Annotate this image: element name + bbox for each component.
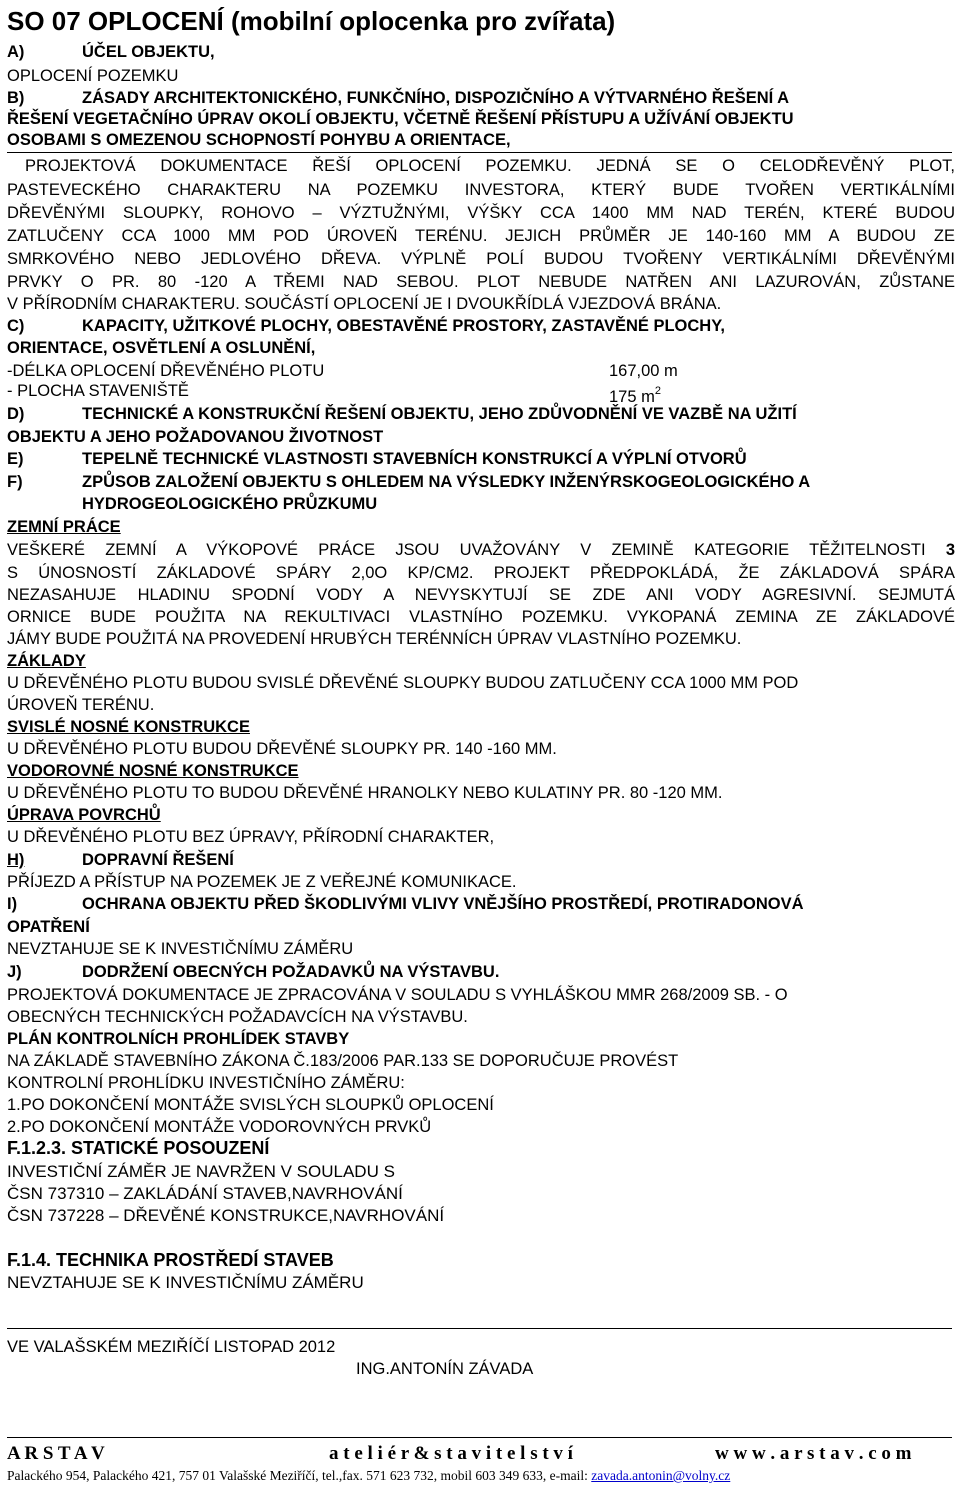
- paragraph-line: 1.PO DOKONČENÍ MONTÁŽE SVISLÝCH SLOUPKŮ OPLOCENÍ: [7, 1096, 494, 1114]
- paragraph-line: ÚROVEŇ TERÉNU.: [7, 696, 155, 714]
- section-letter: D): [7, 405, 25, 423]
- section-title: OCHRANA OBJEKTU PŘED ŠKODLIVÝMI VLIVY VNĚJŠÍHO PROSTŘEDÍ, PROTIRADONOVÁ: [82, 895, 804, 913]
- divider: [7, 1328, 952, 1329]
- section-title: TEPELNĚ TECHNICKÉ VLASTNOSTI STAVEBNÍCH KONSTRUKCÍ A VÝPLNÍ OTVORŮ: [82, 450, 747, 468]
- site-area-row: [7, 381, 955, 406]
- section-letter: F): [7, 473, 23, 491]
- section-letter: H): [7, 851, 25, 869]
- section-letter: I): [7, 895, 18, 913]
- paragraph-line: PROJEKTOVÁ DOKUMENTACE JE ZPRACOVÁNA V SOULADU S VYHLÁŠKOU MMR 268/2009 SB. - O: [7, 986, 788, 1004]
- paragraph-line: NEVZTAHUJE SE K INVESTIČNÍMU ZÁMĚRU: [7, 1273, 364, 1292]
- section-letter: B): [7, 89, 25, 107]
- paragraph-line: ČSN 737310 – ZAKLÁDÁNÍ STAVEB,NAVRHOVÁNÍ: [7, 1184, 403, 1203]
- author-name: ING.ANTONÍN ZÁVADA: [356, 1360, 534, 1378]
- paragraph-line: NA ZÁKLADĚ STAVEBNÍHO ZÁKONA Č.183/2006 PAR.133 SE DOPORUČUJE PROVÉST: [7, 1052, 679, 1070]
- paragraph-line: U DŘEVĚNÉHO PLOTU BUDOU SVISLÉ DŘEVĚNÉ SLOUPKY BUDOU ZATLUČENY CCA 1000 MM POD: [7, 674, 799, 692]
- section-letter: J): [7, 963, 22, 981]
- paragraph-line: DŘEVĚNÝMI SLOUPKY, ROHOVO – VÝZTUŽNÝMI, VÝŠKY CCA 1400 MM NAD TERÉN, KTERÉ BUDOU: [7, 204, 955, 222]
- text-span: VEŠKERÉ ZEMNÍ A VÝKOPOVÉ PRÁCE JSOU UVAŽOVÁNY V ZEMINĚ KATEGORIE TĚŽITELNOSTI: [7, 541, 946, 559]
- section-a-text: OPLOCENÍ POZEMKU: [7, 67, 179, 85]
- section-b-heading: [7, 88, 790, 108]
- section-i-heading: [7, 894, 804, 914]
- horizontal-structures-heading: VODOROVNÉ NOSNÉ KONSTRUKCE: [7, 762, 299, 780]
- section-e-heading: [7, 449, 747, 469]
- paragraph-line: U DŘEVĚNÉHO PLOTU TO BUDOU DŘEVĚNÉ HRANOLKY NEBO KULATINY PR. 80 -120 MM.: [7, 784, 723, 802]
- building-services-heading: F.1.4. TECHNIKA PROSTŘEDÍ STAVEB: [7, 1250, 334, 1270]
- section-letter: C): [7, 317, 25, 335]
- website-link[interactable]: w w w . a r s t a v . c o m: [715, 1443, 912, 1464]
- section-title: ÚČEL OBJEKTU,: [82, 43, 215, 61]
- surface-finish-heading: ÚPRAVA POVRCHŮ: [7, 806, 161, 824]
- static-assessment-heading: F.1.2.3. STATICKÉ POSOUZENÍ: [7, 1138, 270, 1158]
- place-date: VE VALAŠSKÉM MEZIŘÍČÍ LISTOPAD 2012: [7, 1338, 336, 1356]
- footer-contact-line: [7, 1468, 730, 1484]
- paragraph-line: PASTEVECKÉHO CHARAKTERU NA POZEMKU INVESTORA, KTERÝ BUDE TVOŘEN VERTIKÁLNÍMI: [7, 181, 955, 199]
- section-b-heading-line3: OSOBAMI S OMEZENOU SCHOPNOSTÍ POHYBU A ORIENTACE,: [7, 131, 511, 149]
- section-title: KAPACITY, UŽITKOVÉ PLOCHY, OBESTAVĚNÉ PROSTORY, ZASTAVĚNÉ PLOCHY,: [82, 317, 725, 335]
- category-number: 3: [945, 541, 955, 559]
- paragraph-line: PRVKY O PR. 80 -120 A TŘEMI NAD SEBOU. PLOT NEBUDE NATŘEN ANI LAZUROVÁN, ZŮSTANE: [7, 273, 955, 291]
- section-i-heading-line2: OPATŘENÍ: [7, 918, 90, 936]
- paragraph-line: JÁMY BUDE POUŽITÁ NA PROVEDENÍ HRUBÝCH TERÉNNÍCH ÚPRAV VLASTNÍHO POZEMKU.: [7, 630, 742, 648]
- fence-length-label: -DÉLKA OPLOCENÍ DŘEVĚNÉHO PLOTU: [7, 362, 325, 380]
- paragraph-line: V PŘÍRODNÍM CHARAKTERU. SOUČÁSTÍ OPLOCENÍ JE I DVOUKŘÍDLÁ VJEZDOVÁ BRÁNA.: [7, 295, 722, 313]
- brand-tagline: a t e l i é r & s t a v i t e l s t v í: [329, 1443, 573, 1464]
- foundations-heading: ZÁKLADY: [7, 652, 86, 670]
- section-title: DOPRAVNÍ ŘEŠENÍ: [82, 851, 234, 869]
- section-f-heading-line2: HYDROGEOLOGICKÉHO PRŮZKUMU: [82, 495, 378, 513]
- paragraph-line: PŘÍJEZD A PŘÍSTUP NA POZEMEK JE Z VEŘEJNÉ KOMUNIKACE.: [7, 873, 517, 891]
- section-letter: A): [7, 43, 25, 61]
- footer-address: Palackého 954, Palackého 421, 757 01 Valašské Meziříčí, tel.,fax. 571 623 732, mobil 603 349 633, e-mail:: [7, 1468, 592, 1483]
- section-letter: E): [7, 450, 24, 468]
- fence-length-row: [7, 361, 955, 381]
- site-area-number: 175 m: [609, 388, 655, 406]
- site-area-label: - PLOCHA STAVENIŠTĚ: [7, 382, 189, 400]
- section-title: TECHNICKÉ A KONSTRUKČNÍ ŘEŠENÍ OBJEKTU, JEHO ZDŮVODNĚNÍ VE VAZBĚ NA UŽITÍ: [82, 405, 797, 423]
- section-title: DODRŽENÍ OBECNÝCH POŽADAVKŮ NA VÝSTAVBU.: [82, 963, 500, 981]
- paragraph-line: SMRKOVÉHO NEBO JEDLOVÉHO DŘEVA. VÝPLNĚ POLÍ BUDOU TVOŘENY VERTIKÁLNÍMI DŘEVĚNÝMI: [7, 250, 955, 268]
- earthwork-heading: ZEMNÍ PRÁCE: [7, 518, 121, 536]
- section-d-heading-line2: OBJEKTU A JEHO POŽADOVANOU ŽIVOTNOST: [7, 428, 384, 446]
- paragraph-line: 2.PO DOKONČENÍ MONTÁŽE VODOROVNÝCH PRVKŮ: [7, 1118, 432, 1136]
- paragraph-line: INVESTIČNÍ ZÁMĚR JE NAVRŽEN V SOULADU S: [7, 1162, 395, 1181]
- paragraph-line: NEZASAHUJE HLADINU SPODNÍ VODY A NEVYSKYTUJÍ SE ZDE ANI VODY AGRESIVNÍ. SEJMUTÁ: [7, 586, 955, 604]
- paragraph-line: S ÚNOSNOSTÍ ZÁKLADOVÉ SPÁRY 2,0O KP/CM2. PROJEKT PŘEDPOKLÁDÁ, ŽE ZÁKLADOVÁ SPÁRA: [7, 564, 955, 582]
- section-f-heading: [7, 472, 811, 492]
- paragraph-line: U DŘEVĚNÉHO PLOTU BEZ ÚPRAVY, PŘÍRODNÍ CHARAKTER,: [7, 828, 495, 846]
- paragraph-line: [7, 540, 955, 560]
- paragraph-line: ČSN 737228 – DŘEVĚNÉ KONSTRUKCE,NAVRHOVÁNÍ: [7, 1206, 445, 1225]
- paragraph-line: NEVZTAHUJE SE K INVESTIČNÍMU ZÁMĚRU: [7, 940, 354, 958]
- superscript: 2: [654, 385, 661, 397]
- paragraph-line: OBECNÝCH TECHNICKÝCH POŽADAVCÍCH NA VÝSTAVBU.: [7, 1008, 468, 1026]
- section-j-heading: [7, 962, 500, 982]
- section-c-heading-line2: ORIENTACE, OSVĚTLENÍ A OSLUNĚNÍ,: [7, 339, 316, 357]
- paragraph-line: KONTROLNÍ PROHLÍDKU INVESTIČNÍHO ZÁMĚRU:: [7, 1074, 405, 1092]
- paragraph-line: ZATLUČENY CCA 1000 MM POD ÚROVEŇ TERÉNU. JEJICH PRŮMĚR JE 140-160 MM A BUDOU ZE: [7, 227, 955, 245]
- section-d-heading: [7, 404, 797, 424]
- paragraph-line: PROJEKTOVÁ DOKUMENTACE ŘEŠÍ OPLOCENÍ POZEMKU. JEDNÁ SE O CELODŘEVĚNÝ PLOT,: [25, 157, 955, 175]
- section-a-heading: [7, 42, 215, 62]
- section-title: ZPŮSOB ZALOŽENÍ OBJEKTU S OHLEDEM NA VÝSLEDKY INŽENÝRSKOGEOLOGICKÉHO A: [82, 473, 811, 491]
- email-link[interactable]: zavada.antonin@volny.cz: [591, 1468, 731, 1483]
- paragraph-line: U DŘEVĚNÉHO PLOTU BUDOU DŘEVĚNÉ SLOUPKY PR. 140 -160 MM.: [7, 740, 557, 758]
- section-b-heading-line2: ŘEŠENÍ VEGETAČNÍHO ÚPRAV OKOLÍ OBJEKTU, VČETNĚ ŘEŠENÍ PŘÍSTUPU A UŽÍVÁNÍ OBJEKTU: [7, 110, 794, 128]
- fence-length-value: 167,00 m: [609, 362, 678, 380]
- vertical-structures-heading: SVISLÉ NOSNÉ KONSTRUKCE: [7, 718, 250, 736]
- footer-divider: [7, 1437, 952, 1438]
- divider: [7, 152, 952, 153]
- page-title: SO 07 OPLOCENÍ (mobilní oplocenka pro zvířata): [7, 6, 616, 36]
- brand-name: A R S T A V: [7, 1443, 105, 1464]
- paragraph-line: ORNICE BUDE POUŽITA NA REKULTIVACI VLASTNÍHO POZEMKU. VYKOPANÁ ZEMINA ZE ZÁKLADOVÉ: [7, 608, 955, 626]
- section-h-heading: [7, 850, 234, 870]
- section-c-heading: [7, 316, 725, 336]
- inspection-plan-heading: PLÁN KONTROLNÍCH PROHLÍDEK STAVBY: [7, 1030, 350, 1048]
- section-title: ZÁSADY ARCHITEKTONICKÉHO, FUNKČNÍHO, DISPOZIČNÍHO A VÝTVARNÉHO ŘEŠENÍ A: [82, 89, 790, 107]
